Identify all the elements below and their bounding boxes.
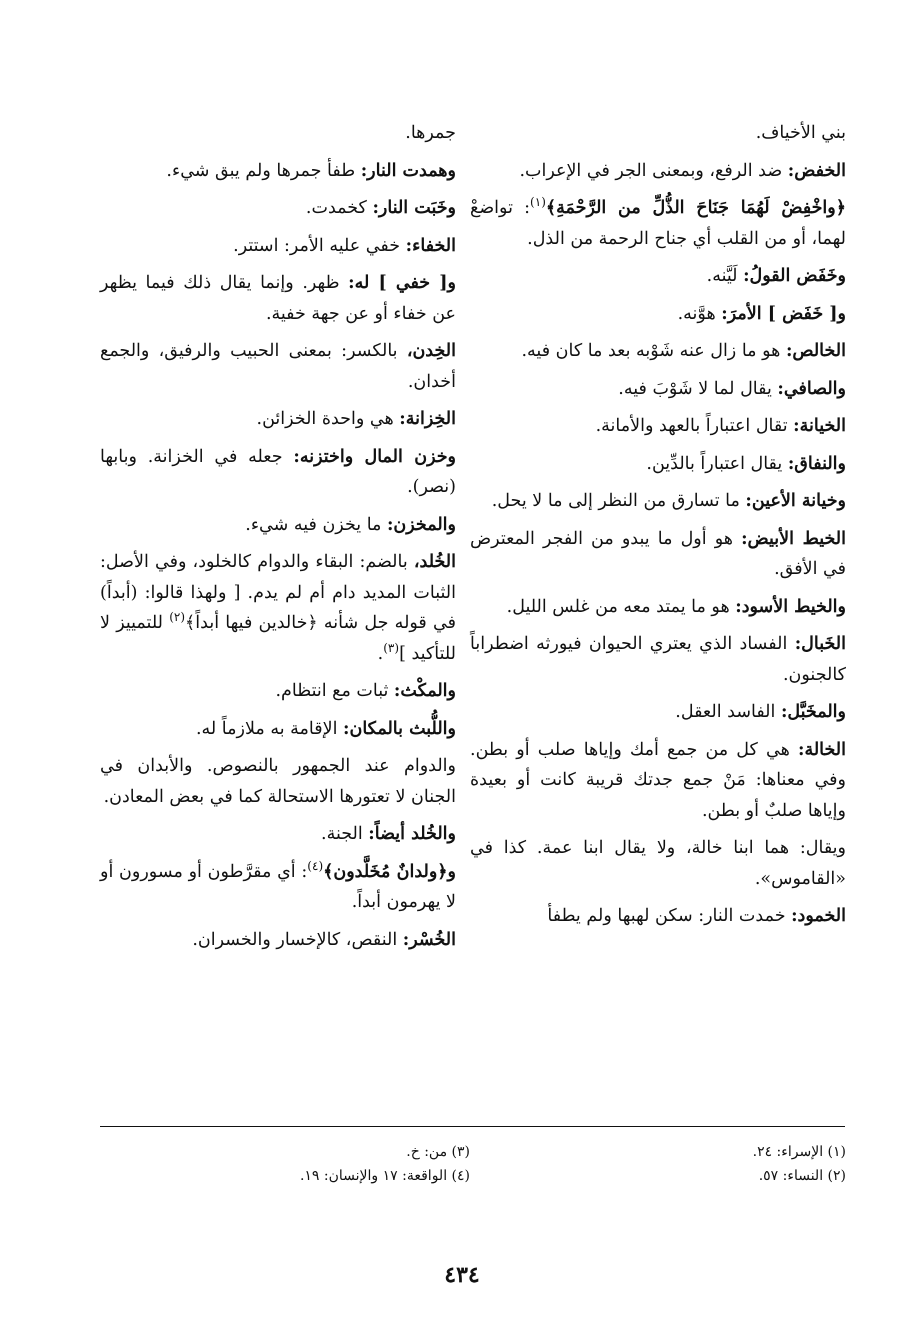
footnote: (٢) النساء: ٥٧.: [758, 1168, 846, 1184]
entry-headword: وهمدت النار:: [360, 160, 456, 181]
entry-headword: الخُلد،: [413, 552, 456, 572]
right-column: [470, 118, 846, 939]
footnote-ref: (٣): [383, 640, 400, 655]
entry-text: هي واحدة الخزائن.: [256, 409, 400, 429]
entry-headword: الخِزانة:: [399, 409, 456, 429]
entry-text: ثبات مع انتظام.: [275, 681, 394, 701]
entry-text: الإقامة به ملازماً له.: [195, 718, 344, 739]
entry-headword: الخيانة:: [793, 416, 846, 436]
footnote: (٤) الواقعة: ١٧ والإنسان: ١٩.: [299, 1168, 470, 1184]
entry-headword: و﴿ولدانٌ مُخَلَّدون﴾: [323, 861, 456, 882]
entry-text: ما تسارق من النظر إلى ما لا يحل.: [491, 491, 746, 511]
footnote: (٣) من: خ.: [406, 1144, 470, 1160]
entry-headword: الخفض:: [787, 160, 846, 181]
entry: [470, 156, 846, 187]
entry-text: ويقال: هما ابنا خالة، ولا يقال ابنا عمة. كذا في «القاموس».: [470, 838, 846, 889]
entry-headword: الخيط الأبيض:: [741, 528, 846, 549]
entry: [100, 231, 456, 262]
entry-headword: والخيط الأسود:: [735, 596, 846, 617]
entry: [470, 629, 846, 690]
entry-text: جمرها.: [405, 123, 456, 143]
entry: [100, 156, 456, 187]
entry: [470, 524, 846, 585]
entry: [470, 299, 846, 330]
entry: [470, 592, 846, 623]
entry: [100, 714, 456, 745]
entry: [100, 676, 456, 707]
entry-text: هي كل من جمع أمك وإياها صلب أو بطن. وفي معناها: مَنْ جمع جدتك قريبة كانت أو بعيدة وإياها صلبٌ أو بطن.: [470, 739, 846, 821]
entry-headword: الخفاء:: [405, 235, 456, 256]
entry: [100, 193, 456, 224]
entry-headword: والمكْث:: [393, 681, 456, 701]
entry: [100, 819, 456, 850]
entry-text: هوَّنه.: [677, 303, 722, 324]
entry-text: للتمييز لا للتأكيد ]: [100, 613, 456, 664]
entry: [470, 735, 846, 827]
footnote-ref: (٢): [169, 610, 186, 625]
entry-headword: وخَفَض القولُ:: [743, 266, 846, 286]
footnote-ref: (١): [530, 195, 546, 210]
entry-headword: وخيانة الأعين:: [745, 491, 846, 511]
entry: [470, 901, 846, 932]
entry: [100, 404, 456, 435]
entry-headword: الخُسْر:: [402, 929, 456, 950]
entry-text: الفاسد العقل.: [675, 702, 781, 722]
entry-text: تقال اعتباراً بالعهد والأمانة.: [595, 416, 794, 436]
entry: [100, 118, 456, 149]
entry-text: خمدت النار: سكن لهبها ولم يطفأ: [547, 906, 792, 926]
page-number: ٤٣٤: [444, 1262, 480, 1288]
entry-text: طفأ جمرها ولم يبق شيء.: [166, 160, 361, 181]
entry: [100, 268, 456, 329]
entry: [100, 442, 456, 503]
entry: [100, 925, 456, 956]
entry: [470, 336, 846, 367]
entry-text: بني الأخياف.: [755, 123, 846, 143]
entry: [470, 374, 846, 405]
entry: [470, 697, 846, 728]
entry-text: هو ما زال عنه شَوْبه بعد ما كان فيه.: [521, 341, 786, 361]
entry-text: بالضم: البقاء والدوام كالخلود، وفي الأصل: الثبات المديد دام أم لم يدم. [ ولهذا قالوا: (أبداً) في قوله جل شأنه ﴿خالدين فيها أبداً﴾: [100, 552, 456, 633]
footnote-divider: [100, 1126, 845, 1127]
entry-headword: والمخزن:: [386, 514, 456, 535]
footnotes-left: [190, 1140, 470, 1188]
entry-text: الفساد الذي يعتري الحيوان فيورثه اضطراباً كالجنون.: [470, 634, 846, 685]
entry-headword: الخَبال:: [794, 634, 846, 654]
entry-headword: و[ خَفَض ] الأمرَ:: [721, 303, 846, 324]
entry: [470, 193, 846, 254]
entry: [100, 751, 456, 812]
entry-text: ظهر. وإنما يقال ذلك فيما يظهر عن خفاء أو عن جهة خفية.: [100, 273, 456, 324]
entry-text: : تواضعْ لهما، أو من القلب أي جناح الرحمة من الذل.: [470, 198, 846, 249]
entry-headword: الخالة:: [798, 739, 846, 760]
entry-headword: وخَبَت النار:: [372, 198, 456, 218]
entry-text: يقال اعتباراً بالدِّين.: [646, 453, 788, 474]
entry-headword: و[ خفي ] له:: [348, 273, 456, 293]
entry: [470, 118, 846, 149]
footnote: (١) الإسراء: ٢٤.: [752, 1144, 846, 1160]
entry: [470, 411, 846, 442]
entry-text: ما يخزن فيه شيء.: [245, 514, 387, 535]
entry: [100, 510, 456, 541]
entry-headword: والصافي:: [777, 378, 846, 399]
entry: [470, 486, 846, 517]
entry: [100, 857, 456, 918]
entry: [100, 336, 456, 397]
entry-headword: الخِدن،: [406, 341, 456, 361]
entry-text: والدوام عند الجمهور بالنصوص. والأبدان في الجنان لا تعتورها الاستحالة كما في بعض المعادن.: [100, 756, 456, 807]
entry-text: بالكسر: بمعنى الحبيب والرفيق، والجمع أخدان.: [100, 341, 456, 392]
quran-quote: ﴿واخْفِضْ لَهُمَا جَنَاحَ الذُّلِّ من الرَّحْمَةِ﴾: [545, 198, 846, 218]
entry-headword: الخالص:: [785, 341, 846, 361]
entry: [100, 547, 456, 669]
entry: [470, 261, 846, 292]
entry-headword: واللُّبث بالمكان:: [343, 718, 456, 739]
entry-text: يقال لما لا شَوْبَ فيه.: [618, 378, 778, 399]
entry-text: الجنة.: [321, 824, 369, 844]
entry-headword: الخمود:: [791, 906, 846, 926]
entry-text: ضد الرفع، وبمعنى الجر في الإعراب.: [519, 160, 788, 181]
entry-headword: والمخَبَّل:: [780, 702, 846, 722]
entry-text: .: [377, 643, 384, 664]
entry-headword: والخُلد أيضاً:: [368, 824, 456, 844]
entry-text: هو ما يمتد معه من غلس الليل.: [506, 596, 736, 617]
entry-text: النقص، كالإخسار والخسران.: [192, 929, 403, 950]
entry-text: جعله في الخزانة. وبابها (نصر).: [100, 446, 456, 497]
entry-headword: وخزن المال واختزنه:: [293, 446, 456, 467]
entry-text: كخمدت.: [305, 198, 373, 218]
left-column: [100, 118, 456, 962]
entry-text: لَيَّنه.: [706, 266, 744, 286]
entry-text: هو أول ما يبدو من الفجر المعترض في الأفق.: [470, 528, 846, 579]
entry-text: خفي عليه الأمر: استتر.: [233, 235, 406, 256]
entry-text: : أي مقرَّطون أو مسورون أو لا يهرمون أبداً.: [100, 861, 456, 912]
entry: [470, 449, 846, 480]
entry: [470, 833, 846, 894]
entry-headword: والنفاق:: [787, 453, 846, 474]
footnotes-right: [560, 1140, 846, 1188]
footnote-ref: (٤): [307, 858, 324, 873]
